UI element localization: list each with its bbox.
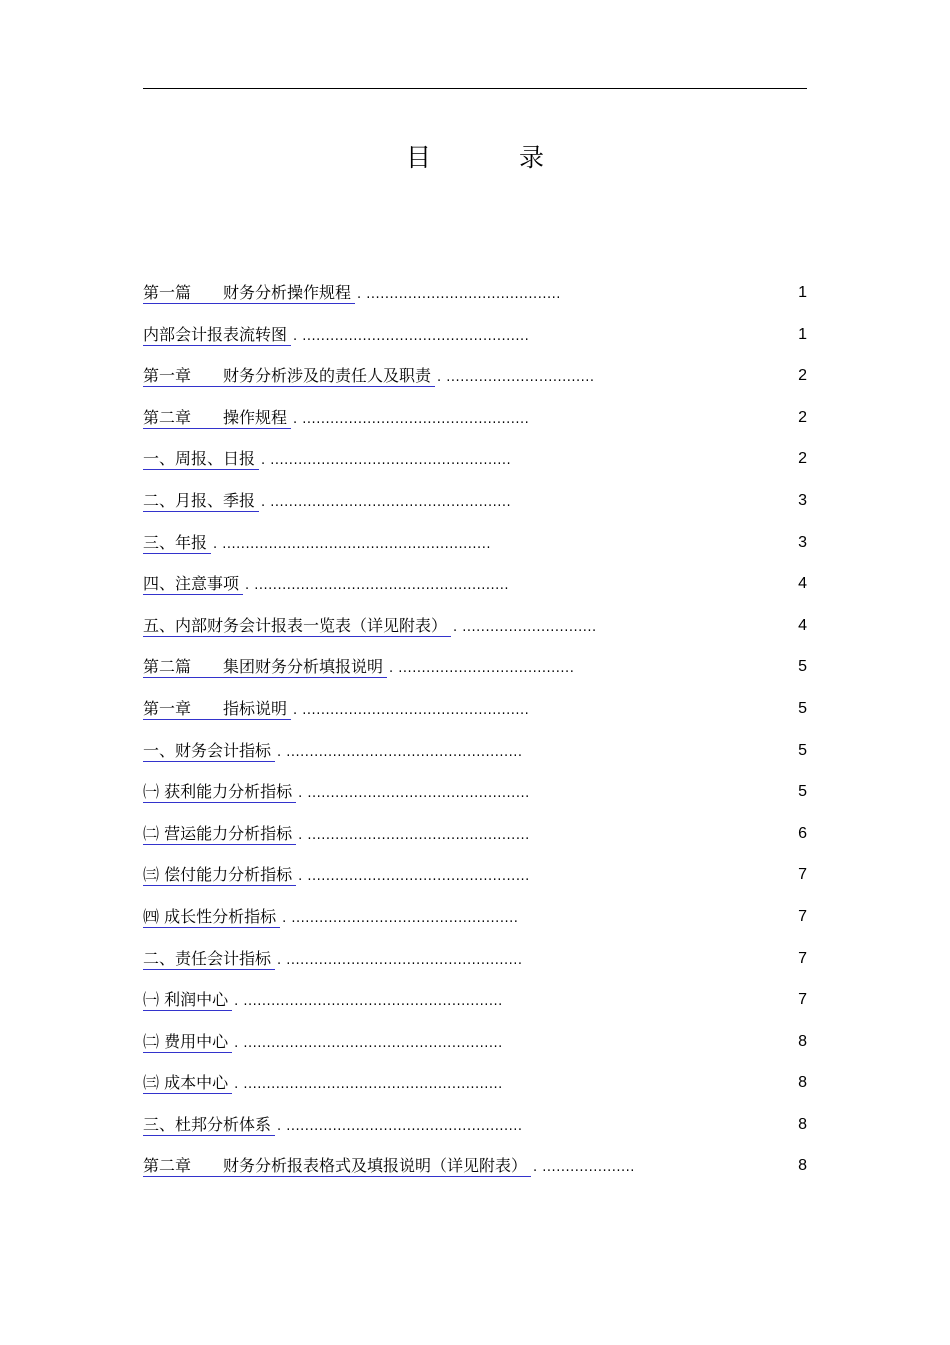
toc-entry[interactable] — [143, 1149, 807, 1191]
toc-entry[interactable] — [143, 526, 807, 568]
toc-entry[interactable] — [143, 567, 807, 609]
toc-entry-link[interactable] — [143, 990, 232, 1011]
toc-page-number: 7 — [798, 949, 807, 967]
toc-dot-leader: . .................... — [533, 1160, 635, 1176]
toc-entry-title: 内部会计报表流转图 — [143, 324, 288, 344]
toc-dot-leader: . ........................................................ — [234, 1035, 503, 1051]
toc-page-number: 5 — [798, 699, 807, 717]
toc-entry-title: ㈡ 营运能力分析指标 — [143, 823, 293, 843]
toc-entry[interactable] — [143, 858, 807, 900]
toc-entry-link[interactable] — [143, 824, 296, 845]
toc-entry-number: 第二章 — [143, 1156, 192, 1176]
toc-entry-link[interactable] — [143, 449, 259, 470]
toc-entry[interactable] — [143, 359, 807, 401]
toc-entry-title: 集团财务分析填报说明 — [223, 657, 384, 677]
toc-page-number: 4 — [798, 616, 807, 634]
toc-dot-leader: . ...................................... — [389, 661, 575, 677]
toc-entry-title: 三、杜邦分析体系 — [143, 1114, 272, 1134]
toc-entry-link[interactable] — [143, 782, 296, 803]
toc-entry-number: 第一篇 — [143, 283, 192, 302]
table-of-contents — [143, 276, 807, 1191]
toc-entry-title: ㈢ 成本中心 — [143, 1073, 229, 1093]
toc-dot-leader: . ................................................... — [277, 952, 523, 968]
toc-page-number: 2 — [798, 450, 807, 468]
toc-entry-title: 一、财务会计指标 — [143, 740, 272, 760]
toc-dot-leader: . ................................................. — [282, 910, 519, 926]
toc-dot-leader: . ............................. — [453, 619, 597, 635]
toc-entry[interactable] — [143, 650, 807, 692]
toc-page-number: 2 — [798, 367, 807, 385]
toc-page-number: 1 — [798, 325, 807, 343]
toc-entry-link[interactable] — [143, 907, 280, 928]
toc-page-number: 8 — [798, 1074, 807, 1092]
toc-entry-title: 操作规程 — [223, 407, 288, 427]
toc-page-number: 3 — [798, 533, 807, 551]
toc-page-number: 6 — [798, 824, 807, 842]
toc-entry-link[interactable] — [143, 491, 259, 512]
toc-entry-link[interactable] — [143, 741, 275, 762]
toc-entry-title: 财务分析报表格式及填报说明（详见附表） — [223, 1156, 528, 1176]
toc-entry-title: 一、周报、日报 — [143, 449, 256, 469]
toc-entry-title: ㈢ 偿付能力分析指标 — [143, 865, 293, 885]
toc-entry[interactable] — [143, 442, 807, 484]
toc-page-number: 3 — [798, 491, 807, 509]
toc-entry-link[interactable] — [143, 1115, 275, 1136]
toc-entry[interactable] — [143, 1066, 807, 1108]
toc-entry-link[interactable] — [143, 366, 435, 387]
toc-entry-title: 指标说明 — [223, 698, 288, 718]
toc-page-number: 5 — [798, 658, 807, 676]
toc-entry-number: 第一章 — [143, 698, 192, 718]
toc-entry-link[interactable] — [143, 574, 243, 595]
toc-page-number: 5 — [798, 741, 807, 759]
toc-entry[interactable] — [143, 1025, 807, 1067]
toc-page-number: 8 — [798, 1157, 807, 1175]
toc-entry-number: 第二章 — [143, 407, 192, 427]
toc-dot-leader: . ................................................. — [293, 411, 530, 427]
toc-dot-leader: . ................................................ — [298, 786, 530, 802]
toc-page-number: 8 — [798, 1032, 807, 1050]
toc-entry-number: 第一章 — [143, 366, 192, 386]
toc-dot-leader: . ....................................................... — [245, 578, 510, 594]
toc-dot-leader: . ........................................................ — [234, 994, 503, 1010]
toc-page-number: 7 — [798, 907, 807, 925]
toc-entry-link[interactable] — [143, 616, 451, 637]
toc-entry[interactable] — [143, 942, 807, 984]
toc-entry-link[interactable] — [143, 1073, 232, 1094]
toc-entry-link[interactable] — [143, 408, 291, 429]
toc-entry-title: ㈡ 费用中心 — [143, 1031, 229, 1051]
toc-entry[interactable] — [143, 817, 807, 859]
toc-entry-title: 财务分析涉及的责任人及职责 — [223, 366, 432, 386]
toc-page-number: 7 — [798, 866, 807, 884]
toc-entry-title: 四、注意事项 — [143, 574, 240, 594]
toc-entry-title: ㈠ 利润中心 — [143, 990, 229, 1010]
toc-dot-leader: . .......................................... — [357, 287, 561, 302]
toc-entry[interactable] — [143, 401, 807, 443]
toc-entry-link[interactable] — [143, 699, 291, 720]
toc-entry[interactable] — [143, 900, 807, 942]
toc-entry[interactable] — [143, 1108, 807, 1150]
toc-dot-leader: . ................................................ — [298, 827, 530, 843]
toc-page-number: 1 — [798, 284, 807, 301]
toc-dot-leader: . ................................ — [437, 370, 595, 386]
toc-entry-link[interactable] — [143, 949, 275, 970]
toc-entry-link[interactable] — [143, 657, 387, 678]
toc-entry-title: ㈠ 获利能力分析指标 — [143, 782, 293, 802]
page-title: 目 录 — [406, 143, 584, 172]
toc-entry-link[interactable] — [143, 865, 296, 886]
toc-entry-link[interactable] — [143, 325, 291, 346]
toc-dot-leader: . .......................................................... — [213, 536, 491, 552]
toc-entry[interactable] — [143, 983, 807, 1025]
toc-entry[interactable] — [143, 692, 807, 734]
toc-entry-link[interactable] — [143, 1032, 232, 1053]
toc-dot-leader: . ................................................. — [293, 328, 530, 344]
toc-page-number: 5 — [798, 783, 807, 801]
toc-dot-leader: . ................................................... — [277, 1118, 523, 1134]
toc-dot-leader: . ................................................ — [298, 869, 530, 885]
toc-entry-title: 二、月报、季报 — [143, 490, 256, 510]
toc-entry[interactable] — [143, 775, 807, 817]
toc-entry-link[interactable] — [143, 283, 355, 304]
toc-entry-number: 第二篇 — [143, 657, 192, 677]
toc-page-number: 7 — [798, 991, 807, 1009]
toc-dot-leader: . ................................................. — [293, 702, 530, 718]
header-rule — [143, 88, 807, 89]
toc-page-number: 2 — [798, 408, 807, 426]
toc-entry[interactable] — [143, 276, 807, 318]
toc-page-number: 8 — [798, 1115, 807, 1133]
toc-entry[interactable] — [143, 734, 807, 776]
toc-entry[interactable] — [143, 484, 807, 526]
toc-entry-title: 三、年报 — [143, 532, 208, 552]
toc-entry-link[interactable] — [143, 533, 211, 554]
toc-dot-leader: . ........................................................ — [234, 1077, 503, 1093]
toc-entry[interactable] — [143, 318, 807, 360]
toc-entry-title: 二、责任会计指标 — [143, 948, 272, 968]
toc-dot-leader: . ................................................... — [277, 744, 523, 760]
toc-dot-leader: . .................................................... — [261, 453, 512, 469]
toc-dot-leader: . .................................................... — [261, 494, 512, 510]
toc-entry-title: ㈣ 成长性分析指标 — [143, 906, 277, 926]
toc-page-number: 4 — [798, 575, 807, 593]
toc-entry-title: 五、内部财务会计报表一览表（详见附表） — [143, 615, 448, 635]
toc-entry-link[interactable] — [143, 1156, 531, 1177]
toc-entry-title: 财务分析操作规程 — [223, 283, 352, 302]
toc-entry[interactable] — [143, 609, 807, 651]
